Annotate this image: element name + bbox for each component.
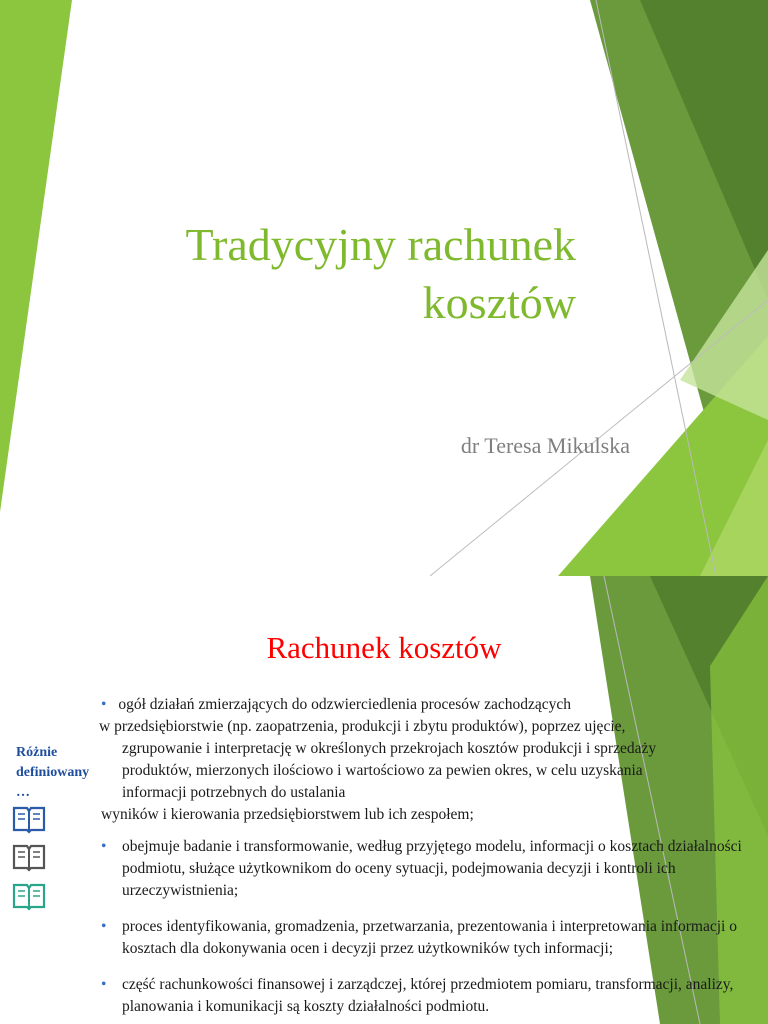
bullet: • (101, 976, 107, 993)
item-text-line: ogół działań zmierzających do odzwierciedlenia procesów zachodzących (118, 696, 572, 713)
side-note-line-2: definiowany (16, 765, 90, 780)
list-item (101, 916, 749, 960)
item-text-line: informacji potrzebnych do ustalania (122, 784, 346, 801)
bullet: • (101, 918, 107, 935)
book-icon-blue (12, 804, 46, 834)
item-text: obejmuje badanie i transformowanie, według przyjętego modelu, informacji o kosztach działalności podmiotu, służące użytkownikom do oceny sytuacji, podejmowania decyzji i kontroli ich urzeczywistnienia; (122, 838, 742, 899)
side-note-line-1: Różnie (16, 745, 58, 760)
side-note-line-3: … (16, 785, 30, 800)
item-text: część rachunkowości finansowej i zarządczej, której przedmiotem pomiaru, transformacji, analizy, planowania i komunikacji są koszty działalności podmiotu. (122, 976, 734, 1015)
author-name: dr Teresa Mikulska (460, 433, 630, 458)
side-note (16, 743, 100, 803)
book-icon-teal (12, 881, 46, 911)
presentation-title (100, 216, 576, 332)
item-text-line: wyników i kierowania przedsiębiorstwem lub ich zespołem; (101, 806, 474, 823)
content-slide (0, 576, 768, 1024)
bullet: • (101, 838, 107, 855)
title-line-2: kosztów (422, 277, 576, 328)
list-item (101, 694, 749, 826)
book-icon-gray (12, 842, 46, 872)
definition-list (101, 694, 749, 1024)
item-text: proces identyfikowania, gromadzenia, przetwarzania, prezentowania i interpretowania informacji o kosztach dla dokonywania ocen i decyzji przez użytkowników tych informacji; (122, 918, 737, 957)
bullet: • (101, 696, 107, 713)
slide-heading: Rachunek kosztów (266, 630, 502, 665)
list-item (101, 974, 749, 1018)
item-text-line: w przedsiębiorstwie (np. zaopatrzenia, produkcji i zbytu produktów), poprzez ujęcie, (99, 718, 626, 735)
item-text-line: produktów, mierzonych ilościowo i wartościowo za pewien okres, w celu uzyskania (122, 762, 643, 779)
title-line-1: Tradycyjny rachunek (185, 219, 576, 270)
list-item (101, 836, 749, 902)
item-text-line: zgrupowanie i interpretację w określonych przekrojach kosztów produkcji i sprzedaży (122, 740, 657, 757)
